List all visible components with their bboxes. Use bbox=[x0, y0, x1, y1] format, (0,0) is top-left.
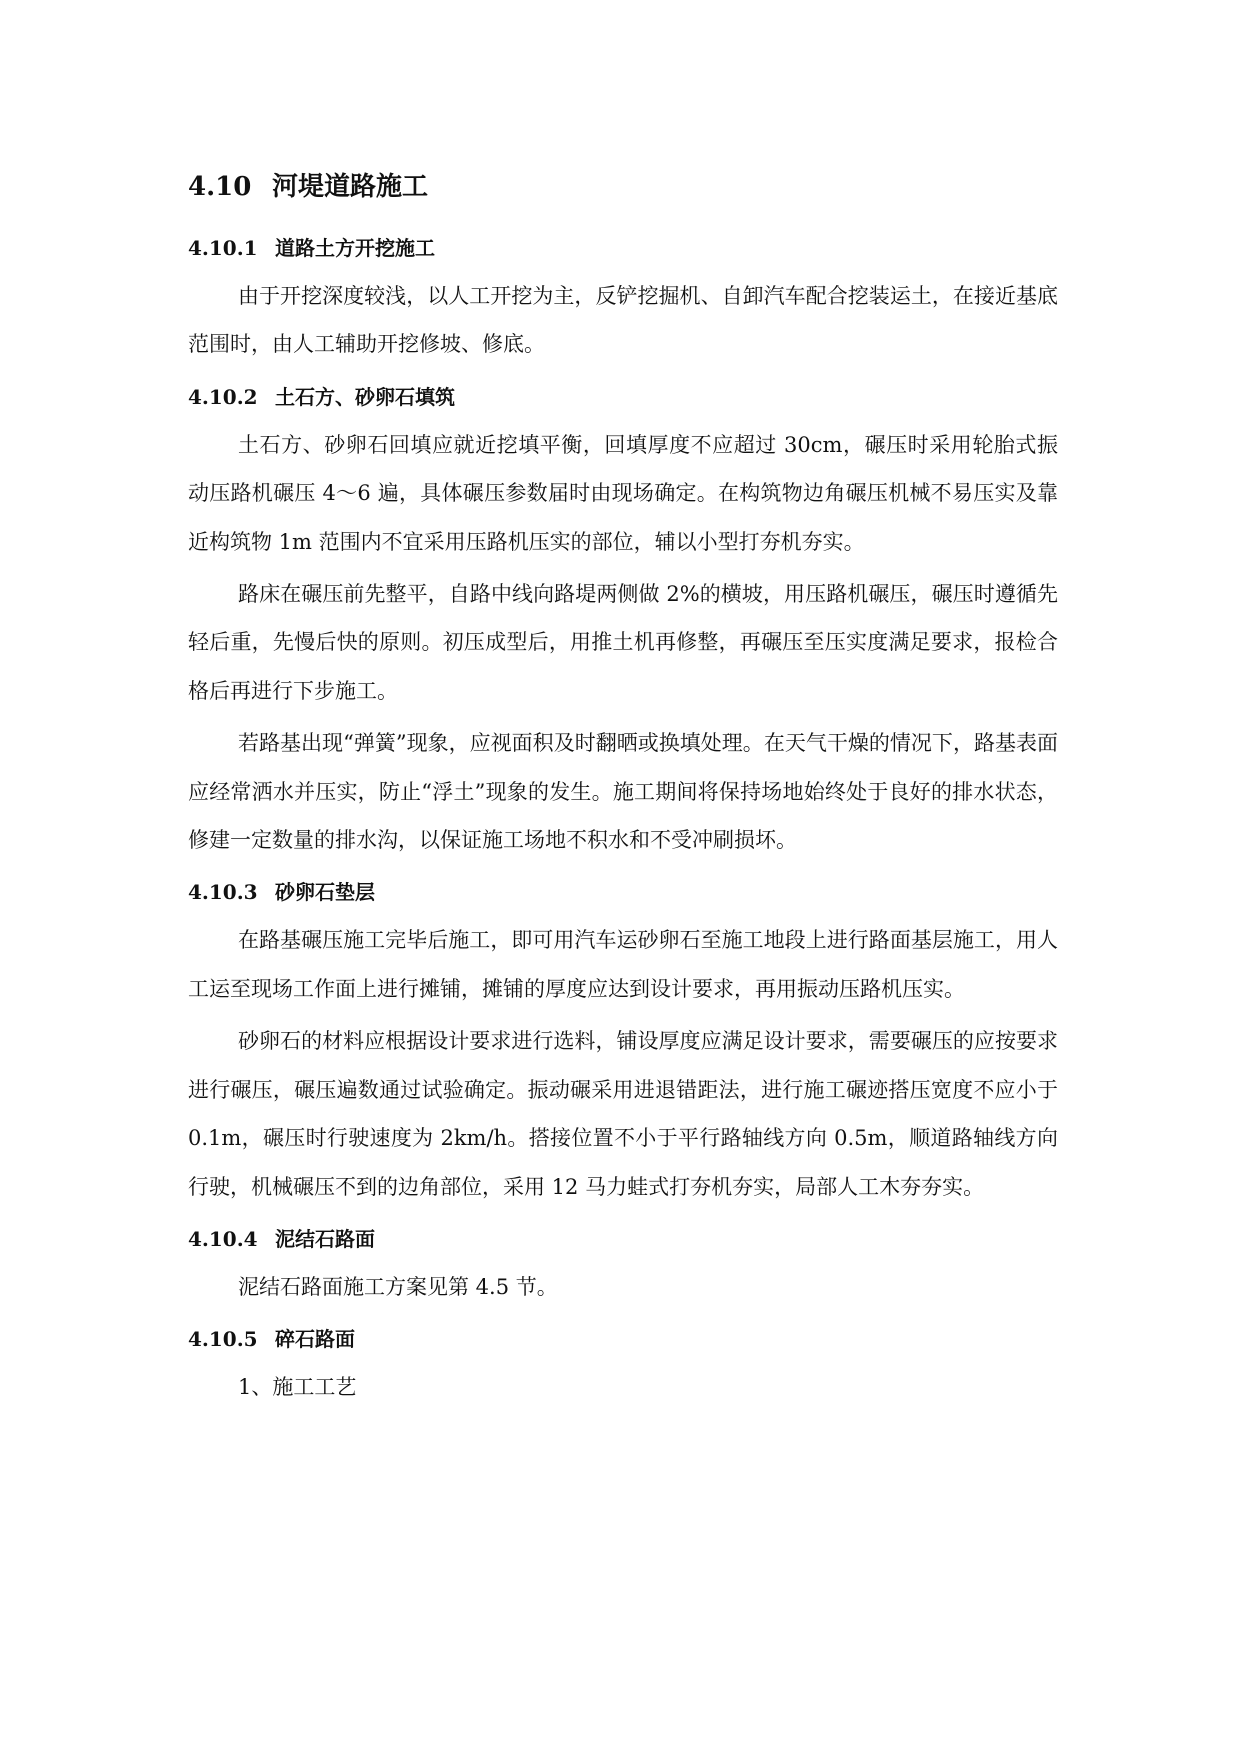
subsection-title: 砂卵石垫层 bbox=[275, 880, 375, 905]
subsection-heading bbox=[188, 1215, 1058, 1263]
section-number: 4.10 bbox=[188, 172, 252, 202]
subsection-number: 4.10.5 bbox=[188, 1327, 258, 1352]
subsection-heading bbox=[188, 224, 1058, 272]
subsection-heading bbox=[188, 868, 1058, 916]
list-item: 1、施工工艺 bbox=[238, 1375, 357, 1400]
paragraph: 在路基碾压施工完毕后施工，即可用汽车运砂卵石至施工地段上进行路面基层施工，用人工运至现场工作面上进行摊铺，摊铺的厚度应达到设计要求，再用振动压路机压实。 bbox=[188, 928, 1058, 1001]
subsection-heading bbox=[188, 373, 1058, 421]
paragraph: 路床在碾压前先整平，自路中线向路堤两侧做 2%的横坡，用压路机碾压，碾压时遵循先轻后重，先慢后快的原则。初压成型后，用推土机再修整，再碾压至压实度满足要求，报检合格后再进行下步施工。 bbox=[188, 582, 1058, 703]
paragraph: 土石方、砂卵石回填应就近挖填平衡，回填厚度不应超过 30cm，碾压时采用轮胎式振动压路机碾压 4～6 遍，具体碾压参数届时由现场确定。在构筑物边角碾压机械不易压实及靠近构筑物 1m 范围内不宜采用压路机压实的部位，辅以小型打夯机夯实。 bbox=[188, 432, 1058, 554]
subsection-title: 土石方、砂卵石填筑 bbox=[275, 384, 455, 409]
subsection-title: 泥结石路面 bbox=[275, 1226, 375, 1251]
subsection-number: 4.10.2 bbox=[188, 384, 258, 409]
section-title-text: 河堤道路施工 bbox=[272, 172, 429, 202]
section-title bbox=[188, 162, 1058, 212]
subsection-number: 4.10.4 bbox=[188, 1226, 258, 1251]
subsection-number: 4.10.3 bbox=[188, 880, 258, 905]
subsection-title: 碎石路面 bbox=[275, 1327, 355, 1352]
page-content bbox=[188, 162, 1058, 1411]
subsection-number: 4.10.1 bbox=[188, 236, 258, 260]
paragraph: 由于开挖深度较浅，以人工开挖为主，反铲挖掘机、自卸汽车配合挖装运土，在接近基底范围时，由人工辅助开挖修坡、修底。 bbox=[188, 284, 1058, 357]
paragraph: 若路基出现“弹簧”现象，应视面积及时翻晒或换填处理。在天气干燥的情况下，路基表面应经常洒水并压实，防止“浮土”现象的发生。施工期间将保持场地始终处于良好的排水状态，修建一定数量的排水沟，以保证施工场地不积水和不受冲刷损坏。 bbox=[188, 731, 1058, 853]
subsection-title: 道路土方开挖施工 bbox=[275, 236, 435, 260]
paragraph: 泥结石路面施工方案见第 4.5 节。 bbox=[238, 1274, 558, 1299]
paragraph: 砂卵石的材料应根据设计要求进行选料，铺设厚度应满足设计要求，需要碾压的应按要求进行碾压，碾压遍数通过试验确定。振动碾采用进退错距法，进行施工碾迹搭压宽度不应小于 0.1m，碾压时行驶速度为 2km/h。搭接位置不小于平行路轴线方向 0.5m，顺道路轴线方向行驶，机械碾压不到的边角部位，采用 12 马力蛙式打夯机夯实，局部人工木夯夯实。 bbox=[188, 1029, 1058, 1199]
subsection-heading bbox=[188, 1315, 1058, 1363]
